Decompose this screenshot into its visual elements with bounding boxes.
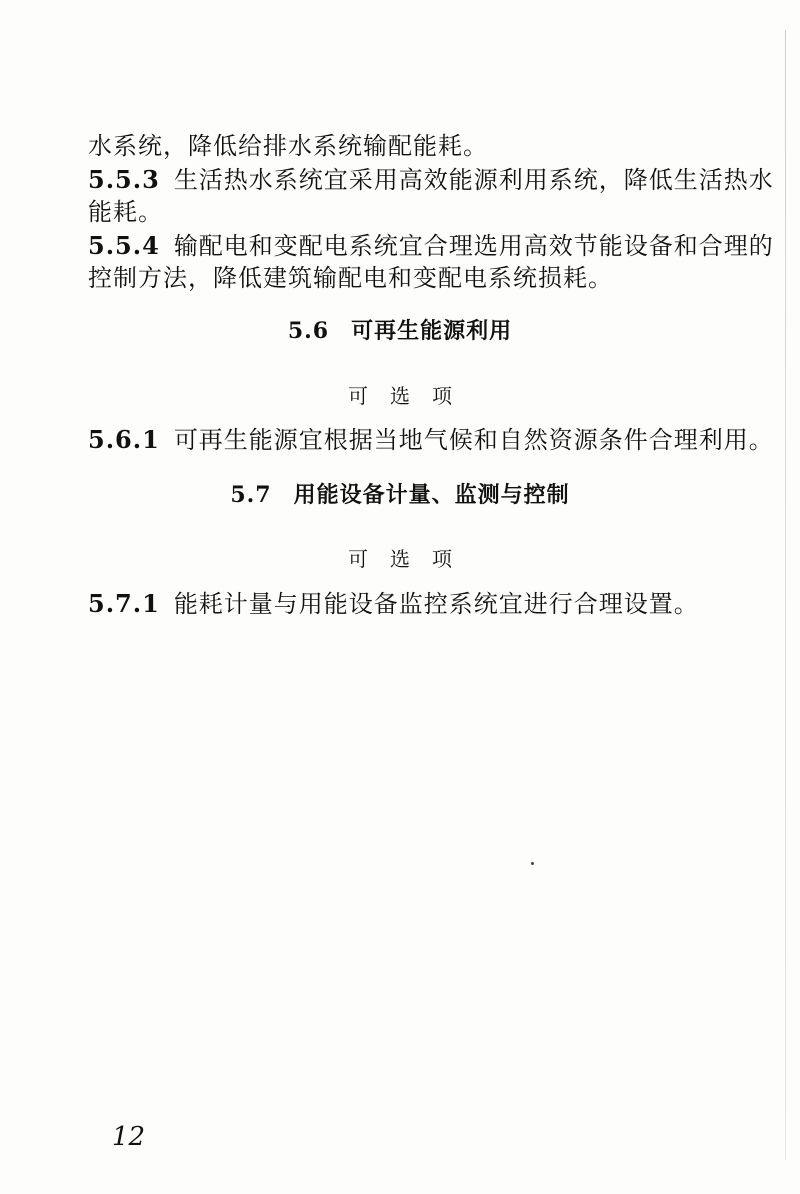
clause-number: 5.7.1	[88, 589, 160, 618]
line-text: 控制方法，降低建筑输配电和变配电系统损耗。	[88, 264, 613, 292]
scan-speck	[531, 862, 534, 865]
line-text: 水系统，降低给排水系统输配能耗。	[88, 132, 488, 160]
clause-5-5-4	[88, 230, 774, 262]
scan-edge-shadow	[785, 30, 786, 1160]
clause-number: 5.5.4	[88, 231, 160, 260]
clause-number: 5.6.1	[88, 425, 160, 454]
clause-number: 5.5.3	[88, 165, 160, 194]
clause-text: 输配电和变配电系统宜合理选用高效节能设备和合理的	[173, 232, 774, 260]
clause-text: 能耗计量与用能设备监控系统宜进行合理设置。	[173, 590, 699, 618]
clause-text: 生活热水系统宜采用高效能源利用系统，降低生活热水	[173, 166, 774, 194]
optional-items-label: 可选项	[348, 384, 474, 408]
section-number: 5.7	[230, 482, 272, 508]
section-heading-5-6	[0, 314, 800, 345]
text-line-continuation	[88, 196, 728, 228]
section-number: 5.6	[287, 318, 330, 344]
page-number: 12	[112, 1122, 146, 1152]
section-heading-5-7	[0, 478, 800, 509]
clause-text: 可再生能源宜根据当地气候和自然资源条件合理利用。	[173, 426, 774, 454]
optional-items-label: 可选项	[348, 547, 474, 571]
text-line-continuation	[88, 262, 728, 294]
text-line-continuation	[88, 130, 728, 162]
clause-5-6-1	[88, 424, 774, 456]
clause-5-7-1	[88, 588, 728, 620]
line-text: 能耗。	[88, 198, 163, 226]
clause-5-5-3	[88, 164, 774, 196]
section-title: 可再生能源利用	[351, 319, 513, 344]
section-title: 用能设备计量、监测与控制	[293, 483, 570, 508]
